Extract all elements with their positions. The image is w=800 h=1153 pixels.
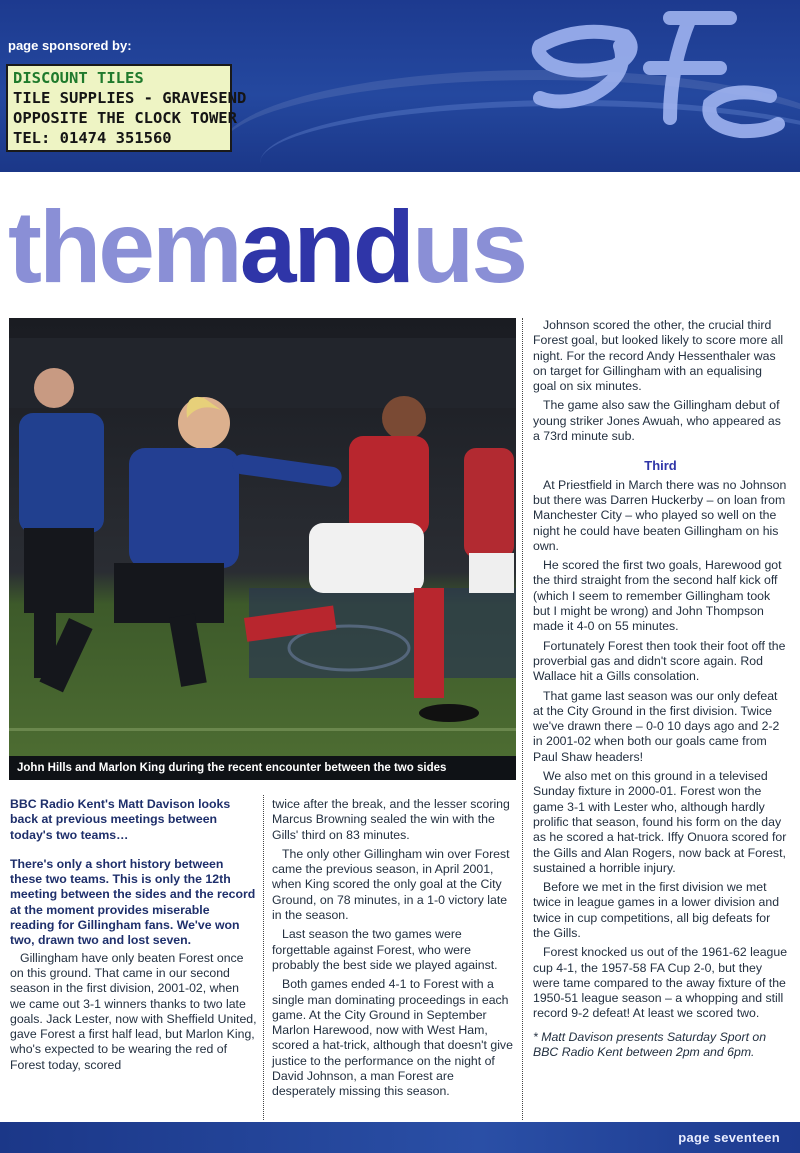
match-photo bbox=[9, 318, 516, 780]
article-paragraph: Fortunately Forest then took their foot off the proverbial gas and didn't score again. Rod Wallace hit a Gills consolation. bbox=[533, 638, 786, 684]
page-title bbox=[8, 192, 525, 302]
header-banner bbox=[0, 0, 800, 172]
author-note: * Matt Davison presents Saturday Sport on BBC Radio Kent between 2pm and 6pm. bbox=[533, 1029, 767, 1060]
article-standfirst: BBC Radio Kent's Matt Davison looks back at previous meetings between today's two teams… bbox=[10, 797, 231, 842]
section-heading-third: Third bbox=[644, 458, 677, 474]
photo-caption: John Hills and Marlon King during the recent encounter between the two sides bbox=[9, 756, 516, 780]
page-number: page seventeen bbox=[678, 1130, 780, 1145]
article-column-2 bbox=[272, 797, 518, 1104]
sponsor-label: page sponsored by: bbox=[8, 38, 132, 53]
gfc-club-logo bbox=[520, 6, 790, 146]
article-paragraph: At Priestfield in March there was no Johnson but there was Darren Huckerby – on loan from Manchester City – who played so well on the night he could have beaten Gillingham on his own. bbox=[533, 477, 787, 553]
article-column-1 bbox=[10, 797, 257, 1077]
title-part-and: and bbox=[239, 190, 413, 304]
article-paragraph: Before we met in the first division we met twice in league games in a lower division and twice in cup competitions, all big defeats for the Gills. bbox=[533, 880, 780, 940]
article-paragraph: He scored the first two goals, Harewood got the third straight from the second half kick off (which I seem to remember Gillingham took but I might be wrong) and John Thompson made it 4-0 on 55 minutes. bbox=[533, 558, 782, 634]
article-column-3 bbox=[533, 318, 788, 1064]
article-paragraph: The game also saw the Gillingham debut of young striker Jones Awuah, who appeared as a 73rd minute sub. bbox=[533, 398, 781, 444]
sponsor-line-2: TILE SUPPLIES - GRAVESEND bbox=[13, 89, 247, 107]
article-paragraph: Last season the two games were forgettable against Forest, who were probably the best side we played against. bbox=[272, 927, 498, 972]
match-photo-illustration bbox=[9, 318, 516, 780]
sponsor-line-4: TEL: 01474 351560 bbox=[13, 129, 172, 147]
page-footer bbox=[0, 1122, 800, 1153]
article-paragraph: That game last season was our only defeat at the City Ground in the first division. Twice we've drawn there – 0-0 10 days ago and 2-2 in 2001-02 when both our goals came from Paul Shaw headers! bbox=[533, 688, 780, 764]
column-divider-2 bbox=[522, 318, 523, 1120]
sponsor-line-3: OPPOSITE THE CLOCK TOWER bbox=[13, 109, 237, 127]
article-paragraph: Gillingham have only beaten Forest once on this ground. That came in our second season in the first division, 2001-02, when we came out 3-1 winners thanks to two late goals. Jack Lester, now with Sheffield United, gave Forest a first half lead, but Marlon King, who's expected to be wearing the red of Forest today, scored bbox=[10, 950, 257, 1072]
article-intro: There's only a short history between these two teams. This is only the 12th meeting between the sides and the record at the moment provides miserable reading for Gillingham fans. We've won two, drawn two and lost seven. bbox=[10, 856, 256, 948]
article-paragraph: Both games ended 4-1 to Forest with a single man dominating proceedings in each game. At the City Ground in September Marlon Harewood, now with West Ham, scored a hat-trick, although that doesn't give justice to the performance on the night of David Johnson, a man Forest are desperately missing this season. bbox=[272, 977, 513, 1099]
article-paragraph: Forest knocked us out of the 1961-62 league cup 4-1, the 1957-58 FA Cup 2-0, but they were tame compared to the away fixture of the 1950-51 league season – a whopping and still record 9-2 defeat! At least we scored two. bbox=[533, 945, 788, 1021]
article-paragraph: The only other Gillingham win over Forest came the previous season, in April 2001, when King scored the only goal at the City Ground, on 78 minutes, in a 1-0 victory late in the season. bbox=[272, 846, 510, 923]
sponsor-advert bbox=[6, 64, 247, 152]
article-paragraph: twice after the break, and the lesser scoring Marcus Browning sealed the win with the Gills' third on 83 minutes. bbox=[272, 797, 510, 842]
title-part-us: us bbox=[412, 190, 526, 304]
article-paragraph: Johnson scored the other, the crucial third Forest goal, but looked likely to score more all night. For the record Andy Hessenthaler was on target for Gillingham with an equalising goal on six minutes. bbox=[533, 318, 784, 394]
title-part-them: them bbox=[8, 190, 240, 304]
column-divider-1 bbox=[263, 795, 264, 1120]
article-paragraph: We also met on this ground in a televised Sunday fixture in 2000-01. Forest won the game 3-1 with Lester who, although hardly prolific that season, found his form on the day as he scored a hat-trick. Iffy Onuora scored for the Gills and Alan Rogers, now back at Forest, sustained a horrible injury. bbox=[533, 769, 787, 875]
sponsor-line-1: DISCOUNT TILES bbox=[13, 69, 144, 87]
